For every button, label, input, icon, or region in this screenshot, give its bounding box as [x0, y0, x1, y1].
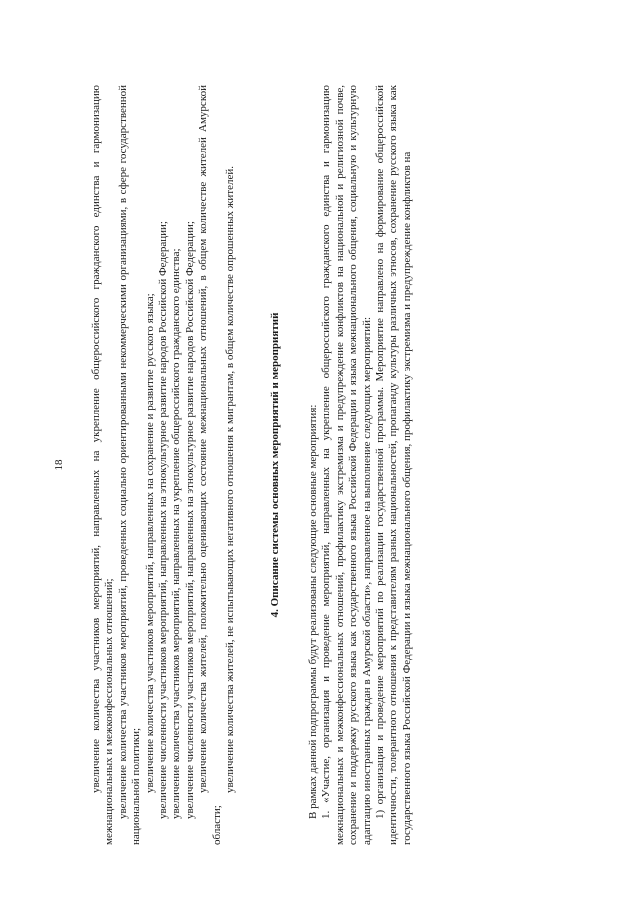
- list-item: увеличение количества жителей, не испытывающих негативного отношения к мигрантам, в общем количестве опрошенных жителей.: [224, 166, 237, 793]
- list-item: увеличение количества участников мероприятий, направленных на укрепление общероссийского гражданского единства;: [170, 248, 183, 819]
- list-item: увеличение численности участников мероприятий, направленных на этнокультурное развитие народов Российской Федерации;: [183, 221, 196, 819]
- list-item: увеличение количества участников мероприятий, направленных на сохранение и развитие русского языка;: [143, 293, 156, 793]
- list-item: увеличение численности участников мероприятий, направленных на этнокультурное развитие народов Российской Федерации;: [157, 221, 170, 819]
- list-item: увеличение количества участников мероприятий, проведенных социально ориентированными некоммерческими организациями, в сфере государственной национальной политики;: [116, 85, 143, 845]
- rotated-page-content: [53, 85, 560, 845]
- sub-activity-paragraph: 1) организация и проведение мероприятий по реализации государственной программы. Мероприятие направлено на формирование общероссийской идентичности, толерантного отношения к представителям разных национальностей, пропаганду культуры различных этносов, сохранение русского языка как государственного языка Российской Федерации и языка межнационального общения, профилактику экстремизма и предупреждение конфликтов на: [373, 85, 413, 845]
- section-heading: 4. Описание системы основных мероприятий и мероприятий: [269, 312, 282, 618]
- main-activity-paragraph: 1. «Участие, организация и проведение мероприятий, направленных на укрепление общероссийского гражданского единства и гармонизацию межнациональных и межконфессиональных отношений, профилактику экстремизма и предупреждение конфликтов на национальной и религиозной почве, сохранение и поддержку русского языка как государственного языка Российской Федерации и языка межнационального общения, социальную и культурную адаптацию иностранных граждан в Амурской области», направленное на выполнение следующих мероприятий:: [320, 85, 373, 845]
- list-item: увеличение количества участников мероприятий, направленных на укрепление общероссийского гражданского единства и гармонизацию межнациональных и межконфессиональных отношений;: [90, 85, 116, 845]
- page-number: 18: [53, 459, 65, 471]
- intro-paragraph: В рамках данной подпрограммы будут реализованы следующие основные мероприятия:: [306, 404, 319, 819]
- list-item: увеличение количества жителей, положительно оценивающих состояние межнациональных отношений, в общем количестве жителей Амурской области;: [197, 85, 223, 845]
